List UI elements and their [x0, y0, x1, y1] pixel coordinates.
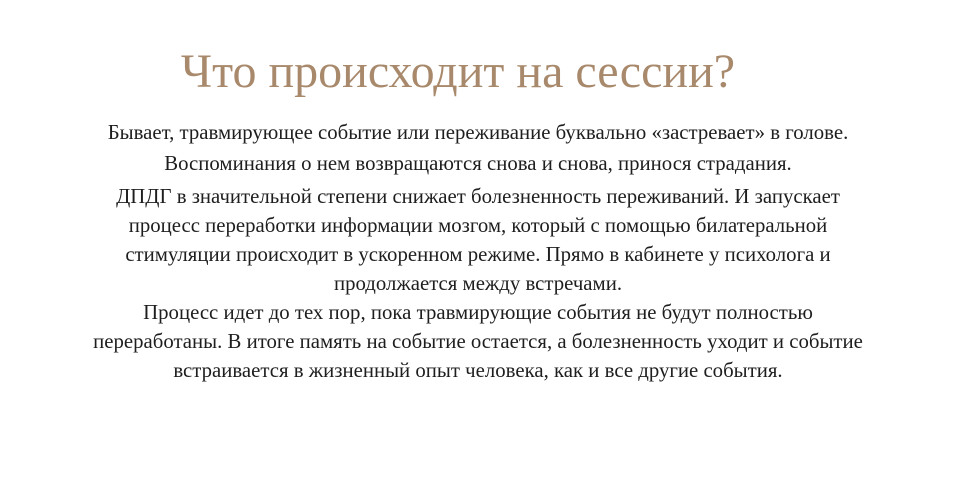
paragraph-3: [0, 298, 956, 385]
paragraph-2-line-3: стимуляции происходит в ускоренном режиме. Прямо в кабинете у психолога и: [125, 243, 831, 266]
paragraph-2-line-1: ДПДГ в значительной степени снижает болезненность переживаний. И запускает: [116, 185, 840, 208]
paragraph-2-line-2: процесс переработки информации мозгом, который с помощью билатеральной: [128, 214, 828, 237]
paragraph-1-line-2: Воспоминания о нем возвращаются снова и снова, принося страдания.: [164, 152, 792, 175]
paragraph-3-line-1: Процесс идет до тех пор, пока травмирующие события не будут полностью: [143, 301, 813, 324]
body-text: [0, 117, 956, 385]
paragraph-1: [0, 117, 956, 179]
paragraph-1-line-1: Бывает, травмирующее событие или переживание буквально «застревает» в голове.: [107, 121, 849, 144]
paragraph-2-line-4: продолжается между встречами.: [333, 272, 623, 295]
paragraph-3-line-2: переработаны. В итоге память на событие остается, а болезненность уходит и событие: [93, 330, 863, 353]
paragraph-3-line-3: встраивается в жизненный опыт человека, как и все другие события.: [173, 359, 783, 382]
paragraph-2: [0, 182, 956, 298]
page-title: Что происходит на сессии?: [180, 45, 736, 98]
